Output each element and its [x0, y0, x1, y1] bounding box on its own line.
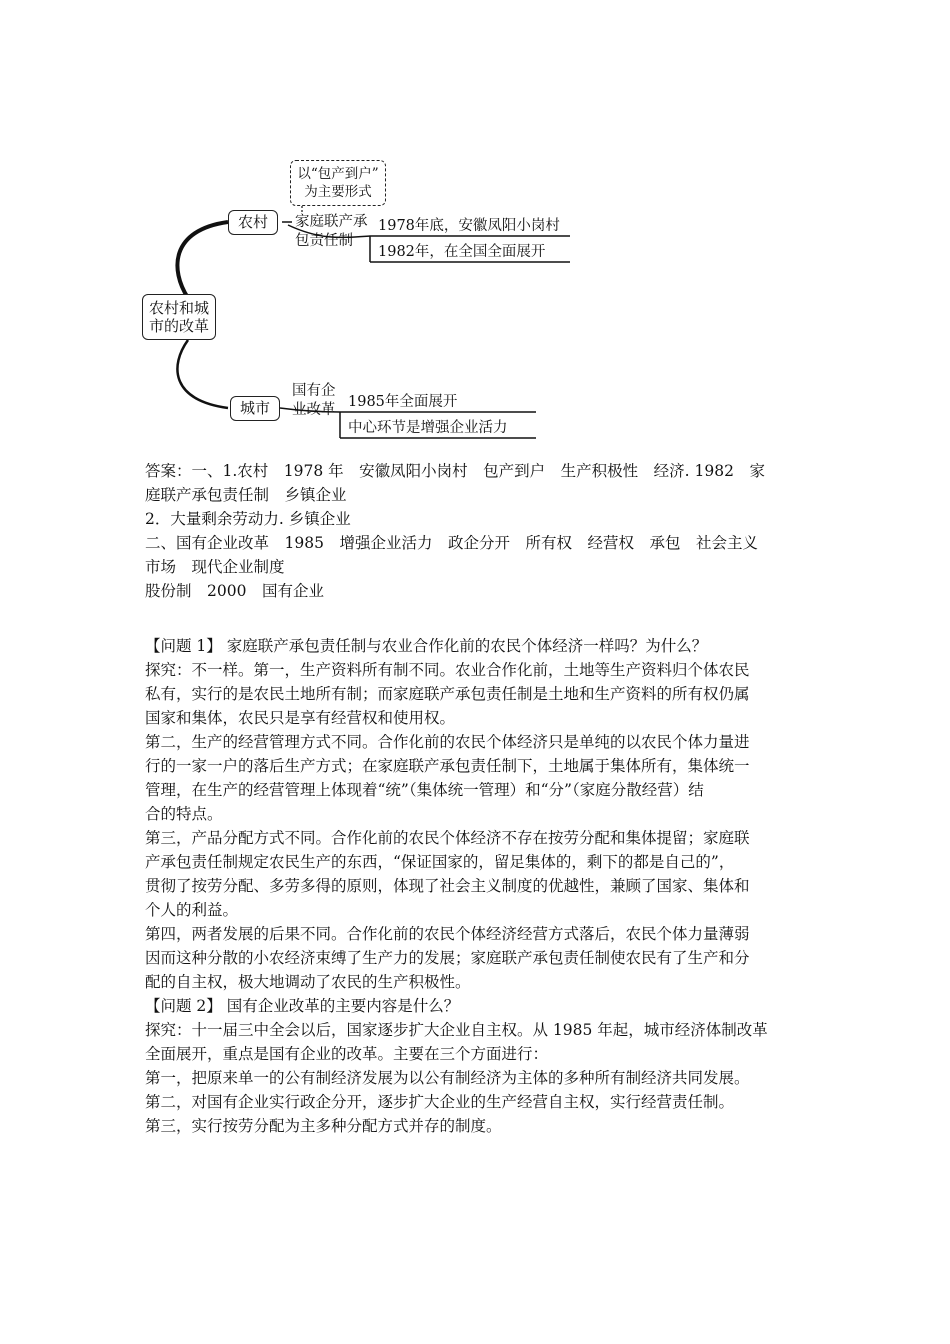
urban-system-line2: 业改革	[292, 402, 336, 418]
question-1-line: 行的一家一户的落后生产方式；在家庭联产承包责任制下，土地属于集体所有，集体统一	[145, 757, 750, 775]
urban-item-1985: 1985年全面展开	[348, 394, 458, 410]
question-2-line: 探究：十一届三中全会以后，国家逐步扩大企业自主权。从 1985 年起，城市经济体制改革	[145, 1021, 768, 1039]
rural-system-line1: 家庭联产承	[295, 214, 368, 230]
question-2-line: 第三，实行按劳分配为主多种分配方式并存的制度。	[145, 1117, 502, 1135]
question-1-line: 第二，生产的经营管理方式不同。合作化前的农民个体经济只是单纯的以农民个体力量进	[145, 733, 750, 751]
rural-item-1982: 1982年，在全国全面展开	[378, 244, 546, 260]
question-2-line: 第二，对国有企业实行政企分开，逐步扩大企业的生产经营自主权，实行经营责任制。	[145, 1093, 735, 1111]
question-1-line: 合的特点。	[145, 805, 223, 823]
question-2-line: 全面展开，重点是国有企业的改革。主要在三个方面进行：	[145, 1045, 549, 1063]
answers-line: 市场 现代企业制度	[145, 558, 285, 576]
question-1-line: 个人的利益。	[145, 901, 239, 919]
question-1-line: 产承包责任制规定农民生产的东西，“保证国家的，留足集体的，剩下的都是自己的”，	[145, 853, 735, 871]
urban-system-line1: 国有企	[292, 383, 336, 399]
question-2-title: 【问题 2】 国有企业改革的主要内容是什么？	[145, 997, 460, 1015]
answers-section	[145, 459, 810, 603]
answers-line: 2．大量剩余劳动力. 乡镇企业	[145, 510, 351, 528]
question-1-line: 管理，在生产的经营管理上体现着“统”（集体统一管理）和“分”（家庭分散经营）结	[145, 781, 704, 799]
answers-line: 二、国有企业改革 1985 增强企业活力 政企分开 所有权 经营权 承包 社会主义	[145, 534, 758, 552]
question-1-line: 第三，产品分配方式不同。合作化前的农民个体经济不存在按劳分配和集体提留；家庭联	[145, 829, 750, 847]
answers-line: 股份制 2000 国有企业	[145, 582, 324, 600]
root-line2: 市的改革	[148, 317, 209, 335]
rural-item-1978: 1978年底，安徽凤阳小岗村	[378, 218, 560, 234]
root-line1: 农村和城	[148, 299, 209, 317]
question-1-line: 探究：不一样。第一，生产资料所有制不同。农业合作化前，土地等生产资料归个体农民	[145, 661, 750, 679]
question-1-line: 第四，两者发展的后果不同。合作化前的农民个体经济经营方式落后，农民个体力量薄弱	[145, 925, 750, 943]
urban-system-label	[292, 382, 336, 420]
question-2-section	[145, 994, 810, 1138]
rural-node: 农村	[228, 210, 278, 235]
question-1-line: 国家和集体，农民只是享有经营权和使用权。	[145, 709, 456, 727]
question-2-line: 第一，把原来单一的公有制经济发展为以公有制经济为主体的多种所有制经济共同发展。	[145, 1069, 750, 1087]
question-1-title: 【问题 1】 家庭联产承包责任制与农业合作化前的农民个体经济一样吗？为什么？	[145, 637, 708, 655]
urban-item-core: 中心环节是增强企业活力	[348, 420, 508, 436]
question-1-line: 私有，实行的是农民土地所有制；而家庭联产承包责任制是土地和生产资料的所有权仍属	[145, 685, 750, 703]
question-1-line: 配的自主权，极大地调动了农民的生产积极性。	[145, 973, 471, 991]
mind-map-diagram	[130, 150, 590, 450]
question-1-line: 因而这种分散的小农经济束缚了生产力的发展；家庭联产承包责任制使农民有了生产和分	[145, 949, 750, 967]
answers-line: 答案：一、1.农村 1978 年 安徽凤阳小岗村 包产到户 生产积极性 经济. 1982 家	[145, 462, 765, 480]
urban-node: 城市	[230, 396, 280, 421]
question-1-section	[145, 634, 810, 994]
rural-system-line2: 包责任制	[295, 233, 353, 249]
question-1-line: 贯彻了按劳分配、多劳多得的原则，体现了社会主义制度的优越性，兼顾了国家、集体和	[145, 877, 750, 895]
answers-line: 庭联产承包责任制 乡镇企业	[145, 486, 347, 504]
note-line1: 以“包产到户”	[297, 166, 379, 182]
note-line2: 为主要形式	[304, 184, 372, 200]
note-box	[290, 160, 386, 206]
root-node	[142, 294, 216, 340]
rural-system-label	[295, 213, 368, 251]
